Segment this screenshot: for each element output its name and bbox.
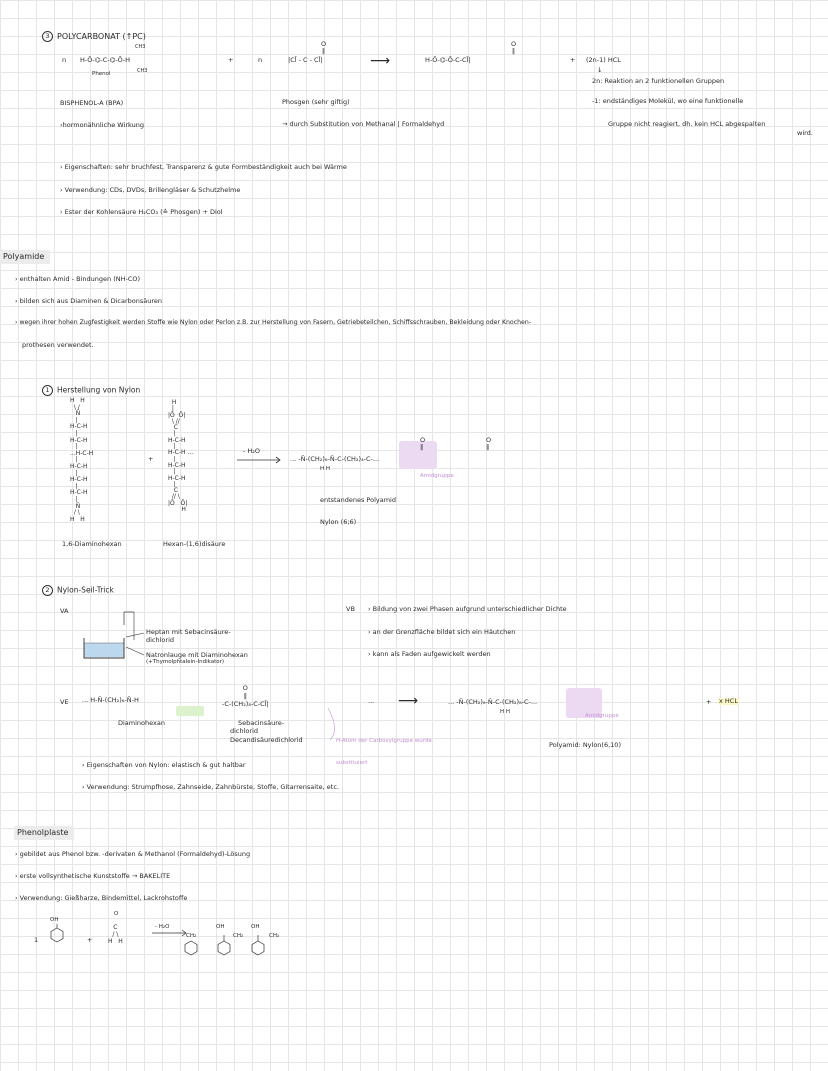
bpa-ch3-top: CH3 [135,44,146,50]
layer2-label: Natronlauge mit Diaminohexan [146,651,248,659]
reaction-arrow: ⟶ [370,53,391,69]
product-oxygen: O [511,40,517,48]
polycarbonat-title [42,31,146,42]
amid-highlight [399,441,437,469]
layer2-label-cont: (+Thymolphtalein-Indikator) [146,659,225,665]
va-label: VA [60,607,69,615]
nylon66-product-formula: ... -N̄-(CH₂)₆-N̄-C-(CH₂)₄-C-... [290,455,380,463]
vb-label: VB [346,605,355,613]
phenol-oh: OH [50,917,59,923]
bpa-note: ›hormonähnliche Wirkung [60,121,144,129]
phenolplaste-bullet-2: › erste vollsynthetische Kunststoffe → BAKELITE [15,872,171,880]
ve-acid-chloride: O ‖ -C-(CH₂)₈-C-Cl̄| [222,684,269,708]
nylon-verwendung: › Verwendung: Strumpfhose, Zahnseide, Zahnbürste, Stoffe, Gitarrensaite, etc. [82,783,339,791]
sebacin-label-3: Decandisäuredichlorid [230,736,303,744]
dicarboxylic-acid-structure: H | |Ō Ō| \ // C | H-C-H | H-C-H ... | H-C-H | H-C-H | C // \ |Ō Ō| H [168,399,194,514]
eq-coefficient-n1: n [62,56,67,64]
seil-trick-title [42,585,114,596]
polycarbonat-title-text: POLYCARBONAT (↑PC) [57,32,146,41]
sebacin-label-2: dichlorid [230,727,259,735]
phenol-eq-number: 1 [34,936,39,944]
note-2n: 2n: Reaktion an 2 funktionellen Gruppen [592,77,725,85]
polyamide-bullet-3: › wegen ihrer hohen Zugfestigkeit werden Stoffe wie Nylon oder Perlon z.B. zur Herstellung von Fasern, Getriebeteilchen, Schiffsschrauben, Bekleidung oder Knochen- [15,319,532,326]
phenol-minus-water: - H₂O [155,924,170,930]
formaldehyde-oxygen: O [114,911,119,917]
polycarbonat-product-formula: H-Ō-⌬-Ō-C-Cl̄| [425,56,471,64]
eq-coefficient-n2: n [258,56,263,64]
nylon66-label: Nylon (6;6) [320,518,357,526]
nylon66-product-subscript: H H [320,466,331,472]
hcl-byproduct: (2n-1) HCL [586,56,621,64]
nylon-eigenschaften: › Eigenschaften von Nylon: elastisch & gut haltbar [82,761,246,769]
ve-diamine-formula: ... H-N̄-(CH₂)₆-N̄-H [82,696,139,704]
herstellung-title-text: Herstellung von Nylon [57,385,141,395]
phenol-plus: + [87,936,93,944]
subsection-number-badge: 1 [42,385,53,396]
ve-amidgruppe-label: Amidgruppe [585,713,619,719]
layer1-label-cont: dichlorid [146,636,175,644]
bakelite-oh-1: OH [216,924,225,930]
ve-product-formula: ... -N̄-(CH₂)₆-N̄-C-(CH₂)₈-C-... [448,698,538,706]
phenol-label: Phenol [92,71,111,77]
plus-sign: + [228,56,234,64]
minus-water: - H₂O [243,447,261,455]
amide-carbonyl-o1: O ‖ [420,436,426,451]
note-group-line2: wird. [797,129,813,137]
layer1-label: Heptan mit Sebacinsäure- [146,628,231,636]
down-arrow: ↓ [597,66,603,74]
note-group-line1: Gruppe nicht reagiert, dh. kein HCL abgespalten [608,120,766,128]
bpa-formula: H-Ō-⌬-C-⌬-Ō-H [80,56,130,64]
polyamide-section-title: Polyamide [0,250,50,264]
ve-product-subscript: H H [500,709,511,715]
polycarbonat-property-2: › Verwendung: CDs, DVDs, Brillengläser & Schutzhelme [60,186,241,194]
h-atom-note-cont: substituiert [336,760,368,766]
product-double-bond: ‖ [512,48,515,55]
polycarbonat-property-3: › Ester der Kohlensäure H₂CO₃ (≙ Phosgen) + Diol [60,208,223,216]
h-atom-highlight [176,706,204,716]
section-number-badge: 3 [42,31,53,42]
polycarbonat-property-1: › Eigenschaften: sehr bruchfest, Transparenz & gute Formbeständigkeit auch bei Wärme [60,163,347,171]
phenolplaste-section-title: Phenolplaste [14,826,74,840]
polyamide-bullet-3-cont: prothesen verwendet. [22,341,94,349]
bakelite-ch2-1: CH₂ [186,933,197,939]
herstellung-title [42,385,140,396]
phosgen-note: → durch Substitution von Methanal | Formaldehyd [282,120,445,128]
phosgen-double-bond: ‖ [322,48,325,55]
subsection-number-badge: 2 [42,585,53,596]
bpa-name: BISPHENOL-A (BPA) [60,99,124,107]
formaldehyde-structure: C / \ H H [108,924,123,945]
ve-ldots: ... [368,697,375,705]
hexandisaeure-name: Hexan-(1,6)disäure [163,540,226,548]
diaminohexan-label: Diaminohexan [118,719,165,727]
polyamide-bullet-2: › bilden sich aus Diaminen & Dicarbonsäuren [15,297,162,305]
polyamid-name: entstandenes Polyamid [320,496,396,504]
h-atom-note: H-Atom der Carboxylgruppe wurde [336,738,432,744]
x-hcl: x HCL [719,697,738,705]
phenolplaste-bullet-1: › gebildet aus Phenol bzw. -derivaten & Methanol (Formaldehyd)-Lösung [15,850,251,858]
vb-item-2: › an der Grenzfläche bildet sich ein Häutchen [368,628,516,636]
sebacin-label-1: Sebacinsäure- [238,719,285,727]
phosgen-formula: |Cl̄ - C - Cl̄| [288,56,323,64]
diamine-structure: H H \ / N̄ | H-C-H | H-C-H | ...H-C-H | H-C-H | H-C-H | H-C-H | N̄ / \ H H [70,397,94,523]
ve-arrow: ⟶ [398,693,419,709]
vb-item-1: › Bildung von zwei Phasen aufgrund unterschiedlicher Dichte [368,605,567,613]
plus-sign: + [570,56,576,64]
bakelite-ch2-2: CH₂ [233,933,244,939]
phenolplaste-bullet-3: › Verwendung: Gießharze, Bindemittel, Lackrohstoffe [15,894,188,902]
plus-sign: + [148,455,154,463]
amidgruppe-label: Amidgruppe [420,473,454,479]
bakelite-ch2-3: CH₂ [269,933,280,939]
phosgen-oxygen: O [321,40,327,48]
phosgen-name: Phosgen (sehr giftig) [282,98,350,106]
plus-sign: + [706,698,712,706]
ve-label: VE [60,698,69,706]
seil-trick-title-text: Nylon-Seil-Trick [57,585,114,595]
amide-carbonyl-o2: O ‖ [486,436,492,451]
bpa-ch3-bottom: CH3 [137,68,148,74]
diaminohexan-name: 1,6-Diaminohexan [62,540,122,548]
vb-item-3: › kann als Faden aufgewickelt werden [368,650,491,658]
note-minus1: -1: endständiges Molekül, wo eine funktionelle [592,97,744,105]
nylon610-label: Polyamid: Nylon(6,10) [549,741,621,749]
bakelite-oh-2: OH [251,924,260,930]
polyamide-bullet-1: › enthalten Amid - Bindungen (NH-CO) [15,275,141,283]
